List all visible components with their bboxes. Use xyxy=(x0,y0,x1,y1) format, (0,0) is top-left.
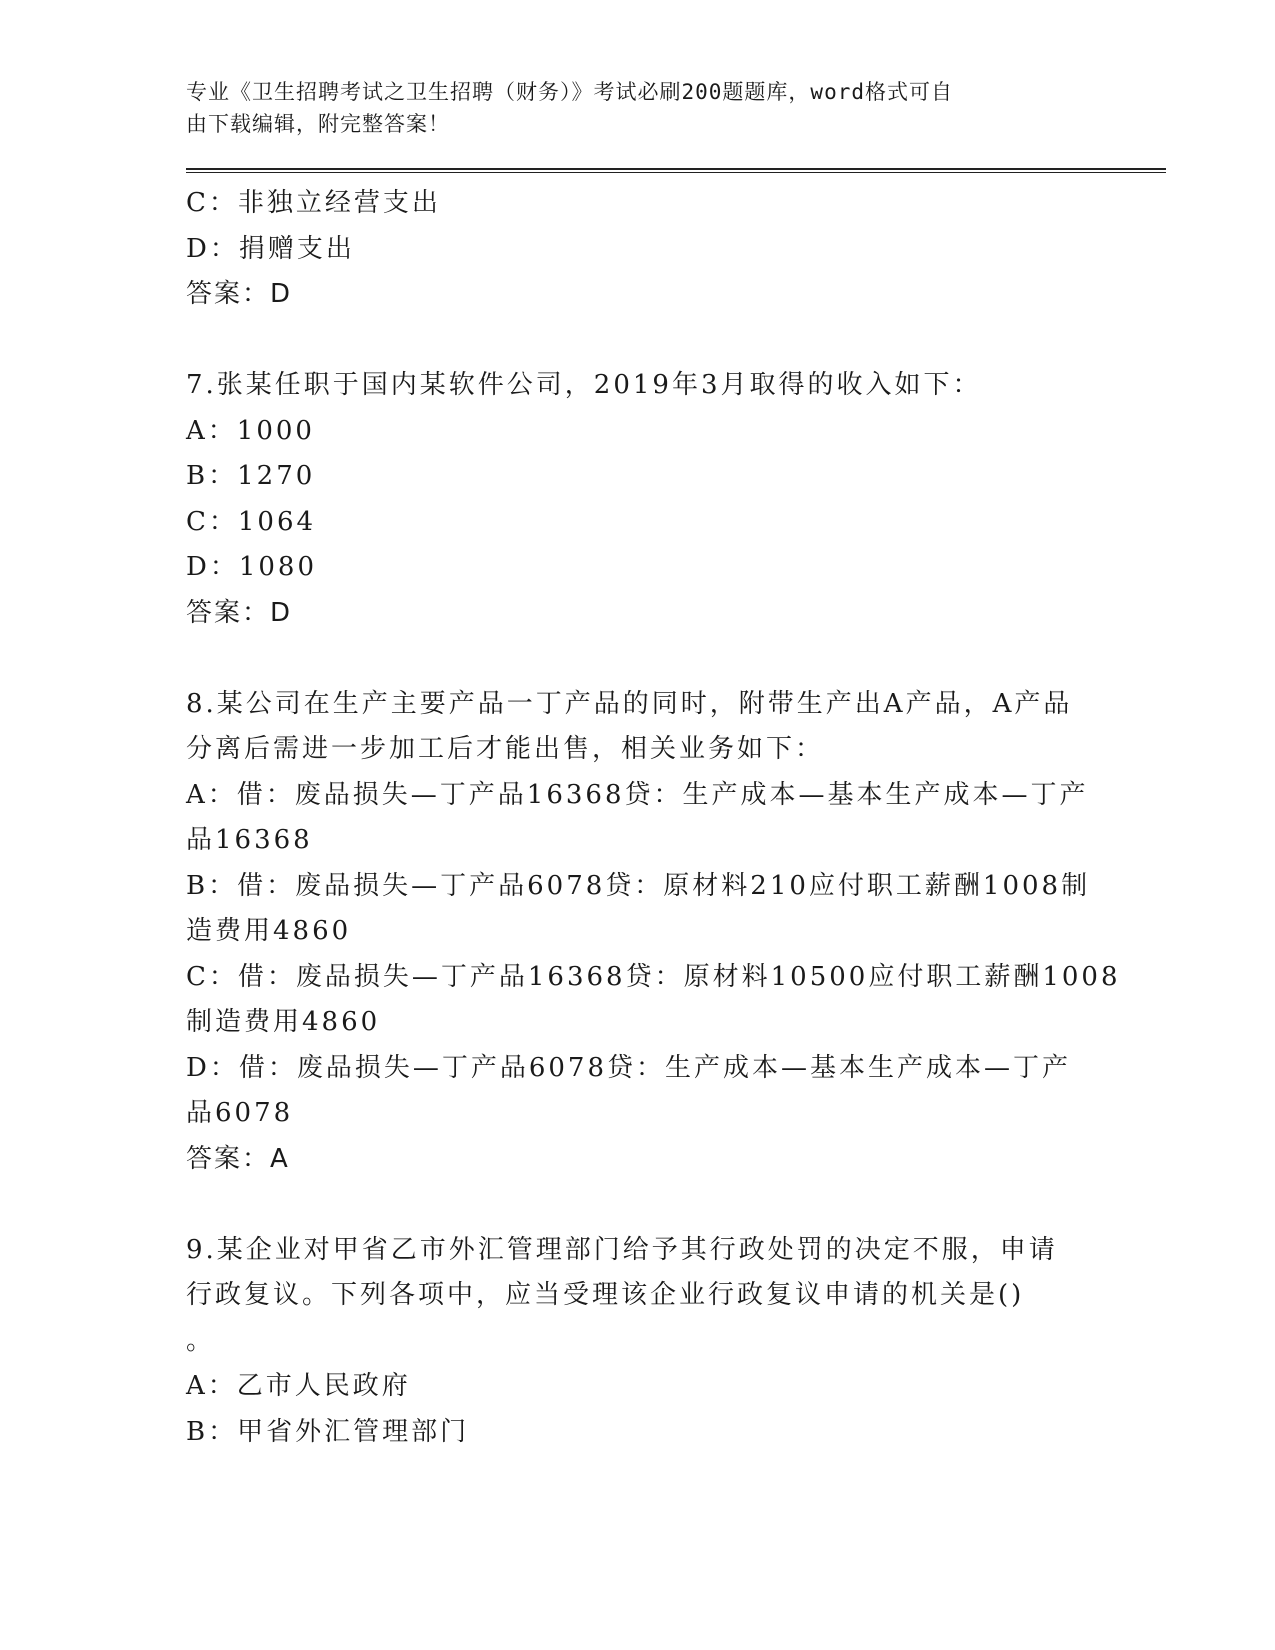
header-divider xyxy=(186,168,1166,173)
option-d: D：借：废品损失—丁产品6078贷：生产成本—基本生产成本—丁产 xyxy=(186,1052,1072,1083)
option-c: C：1064 xyxy=(186,506,317,537)
answer: 答案：D xyxy=(186,597,293,628)
option-b-continued: 造费用4860 xyxy=(186,916,352,946)
option-d-continued: 品6078 xyxy=(186,1098,294,1128)
option-b: B：甲省外汇管理部门 xyxy=(186,1416,470,1447)
answer: 答案：A xyxy=(186,1143,290,1174)
question-stem: 分离后需进一步加工后才能出售，相关业务如下： xyxy=(186,734,825,764)
option-c-continued: 制造费用4860 xyxy=(186,1007,381,1037)
document-body xyxy=(186,181,1166,1455)
document-page xyxy=(186,76,1166,1455)
question-stem: 7.张某任职于国内某软件公司，2019年3月取得的收入如下： xyxy=(186,370,982,400)
document-header xyxy=(186,76,1066,140)
question-7 xyxy=(186,363,1166,636)
question-stem: 行政复议。下列各项中，应当受理该企业行政复议申请的机关是() xyxy=(186,1280,1025,1310)
question-stem: 9.某企业对甲省乙市外汇管理部门给予其行政处罚的决定不服，申请 xyxy=(186,1234,1058,1265)
option-c: C：非独立经营支出 xyxy=(186,188,441,218)
option-a: A：乙市人民政府 xyxy=(186,1371,411,1401)
question-stem: 8.某公司在生产主要产品一丁产品的同时，附带生产出A产品，A产品 xyxy=(186,688,1073,719)
question-6-tail xyxy=(186,181,1166,318)
question-9 xyxy=(186,1228,1166,1456)
option-a-continued: 品16368 xyxy=(186,825,313,855)
option-b: B：借：废品损失—丁产品6078贷：原材料210应付职工薪酬1008制 xyxy=(186,870,1091,901)
question-stem: 。 xyxy=(186,1325,216,1356)
option-a: A：1000 xyxy=(186,415,315,446)
option-d: D：1080 xyxy=(186,552,318,582)
answer: 答案：D xyxy=(186,279,293,309)
question-8 xyxy=(186,682,1166,1183)
option-c: C：借：废品损失—丁产品16368贷：原材料10500应付职工薪酬1008 xyxy=(186,961,1121,992)
header-line: 由下载编辑，附完整答案！ xyxy=(186,112,450,136)
option-a: A：借：废品损失—丁产品16368贷：生产成本—基本生产成本—丁产 xyxy=(186,779,1089,810)
header-line: 专业《卫生招聘考试之卫生招聘（财务）》考试必刷200题题库，word格式可自 xyxy=(186,80,953,104)
option-b: B：1270 xyxy=(186,461,316,491)
option-d: D：捐赠支出 xyxy=(186,233,355,264)
